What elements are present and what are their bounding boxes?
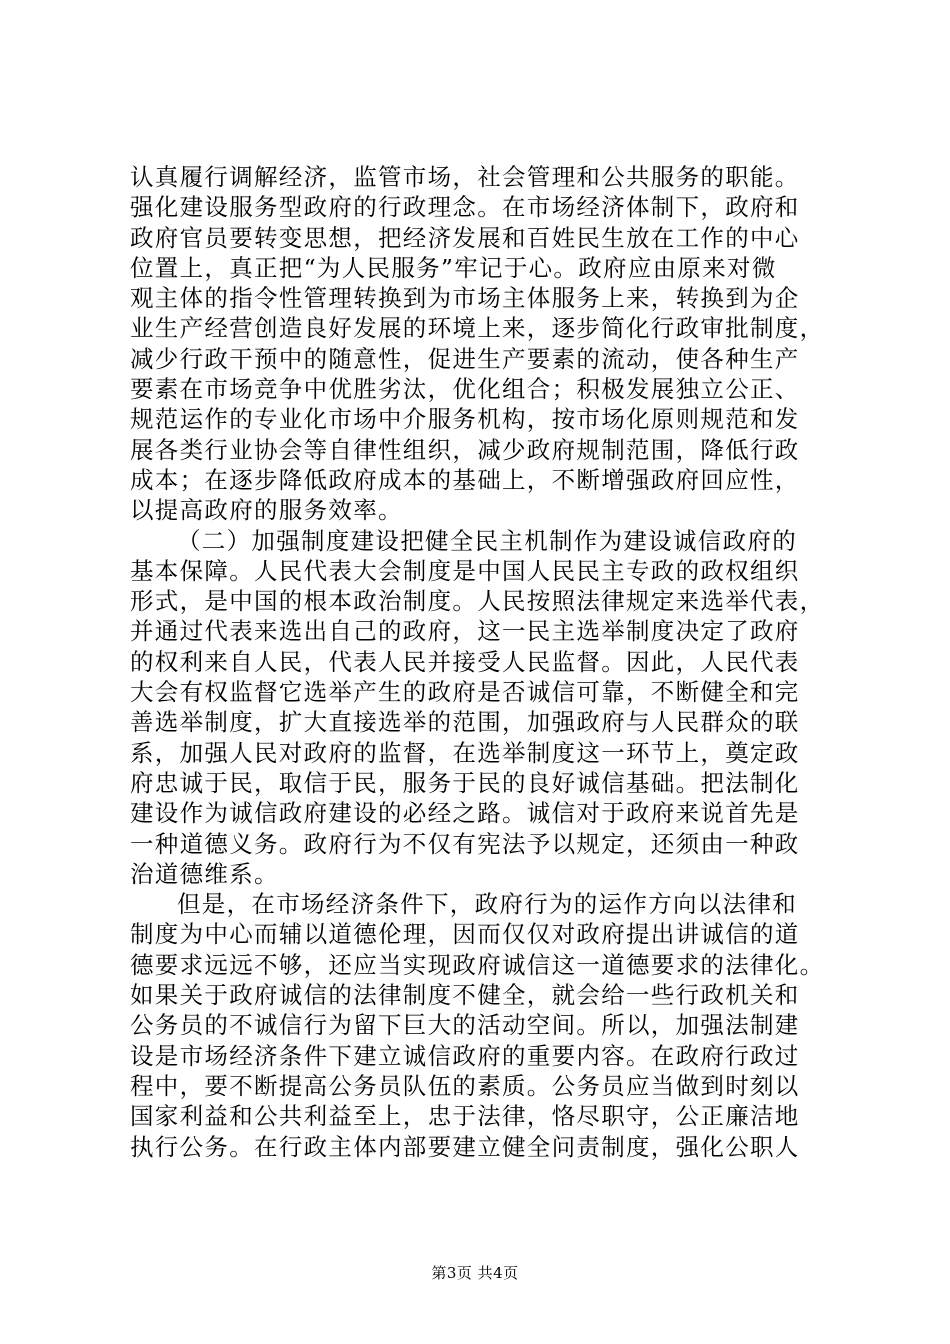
text-line: 展各类行业协会等自律性组织，减少政府规制范围，降低行政 bbox=[130, 435, 800, 464]
document-body bbox=[130, 162, 830, 1162]
text-line: 程中，要不断提高公务员队伍的素质。公务员应当做到时刻以 bbox=[130, 1071, 800, 1100]
text-line: 一种道德义务。政府行为不仅有宪法予以规定，还须由一种政 bbox=[130, 829, 800, 858]
text-line: 规范运作的专业化市场中介服务机构，按市场化原则规范和发 bbox=[130, 405, 800, 434]
text-line: 位置上，真正把“为人民服务”牢记于心。政府应由原来对微 bbox=[130, 253, 777, 282]
text-line: 的权利来自人民，代表人民并接受人民监督。因此，人民代表 bbox=[130, 647, 800, 676]
text-line: 认真履行调解经济，监管市场，社会管理和公共服务的职能。 bbox=[130, 163, 800, 191]
text-line: 如果关于政府诚信的法律制度不健全，就会给一些行政机关和 bbox=[130, 981, 800, 1010]
text-line: 执行公务。在行政主体内部要建立健全问责制度，强化公职人 bbox=[130, 1132, 800, 1161]
text-line: 治道德维系。 bbox=[130, 859, 279, 888]
text-line: 以提高政府的服务效率。 bbox=[130, 496, 403, 525]
text-line: 观主体的指令性管理转换到为市场主体服务上来，转换到为企 bbox=[130, 284, 800, 313]
text-line: 强化建设服务型政府的行政理念。在市场经济体制下，政府和 bbox=[130, 193, 800, 222]
text-line: 建设作为诚信政府建设的必经之路。诚信对于政府来说首先是 bbox=[130, 799, 800, 828]
text-line: 业生产经营创造良好发展的环境上来，逐步简化行政审批制度， bbox=[130, 314, 825, 343]
text-line: 善选举制度，扩大直接选举的范围，加强政府与人民群众的联 bbox=[130, 708, 800, 737]
text-line: 设是市场经济条件下建立诚信政府的重要内容。在政府行政过 bbox=[130, 1041, 800, 1070]
text-line: 政府官员要转变思想，把经济发展和百姓民生放在工作的中心 bbox=[130, 223, 800, 252]
text-line: 德要求远远不够，还应当实现政府诚信这一道德要求的法律化。 bbox=[130, 950, 825, 979]
text-line: 并通过代表来选出自己的政府，这一民主选举制度决定了政府 bbox=[130, 617, 800, 646]
text-line: 减少行政干预中的随意性，促进生产要素的流动，使各种生产 bbox=[130, 344, 800, 373]
page-footer: 第3页 共4页 bbox=[431, 1264, 519, 1282]
text-line: 制度为中心而辅以道德伦理，因而仅仅对政府提出讲诚信的道 bbox=[130, 920, 800, 949]
text-line: （二）加强制度建设把健全民主机制作为建设诚信政府的 bbox=[177, 526, 797, 555]
text-line: 但是，在市场经济条件下，政府行为的运作方向以法律和 bbox=[177, 890, 797, 919]
text-line: 成本；在逐步降低政府成本的基础上，不断增强政府回应性， bbox=[130, 465, 800, 494]
text-line: 大会有权监督它选举产生的政府是否诚信可靠，不断健全和完 bbox=[130, 678, 800, 707]
text-line: 公务员的不诚信行为留下巨大的活动空间。所以，加强法制建 bbox=[130, 1011, 800, 1040]
text-line: 系，加强人民对政府的监督，在选举制度这一环节上，奠定政 bbox=[130, 738, 800, 767]
text-line: 府忠诚于民，取信于民，服务于民的良好诚信基础。把法制化 bbox=[130, 768, 800, 797]
text-line: 国家利益和公共利益至上，忠于法律，恪尽职守，公正廉洁地 bbox=[130, 1102, 800, 1131]
text-line: 要素在市场竞争中优胜劣汰，优化组合；积极发展独立公正、 bbox=[130, 375, 800, 404]
text-line: 形式，是中国的根本政治制度。人民按照法律规定来选举代表， bbox=[130, 587, 825, 616]
text-line: 基本保障。人民代表大会制度是中国人民民主专政的政权组织 bbox=[130, 556, 800, 585]
